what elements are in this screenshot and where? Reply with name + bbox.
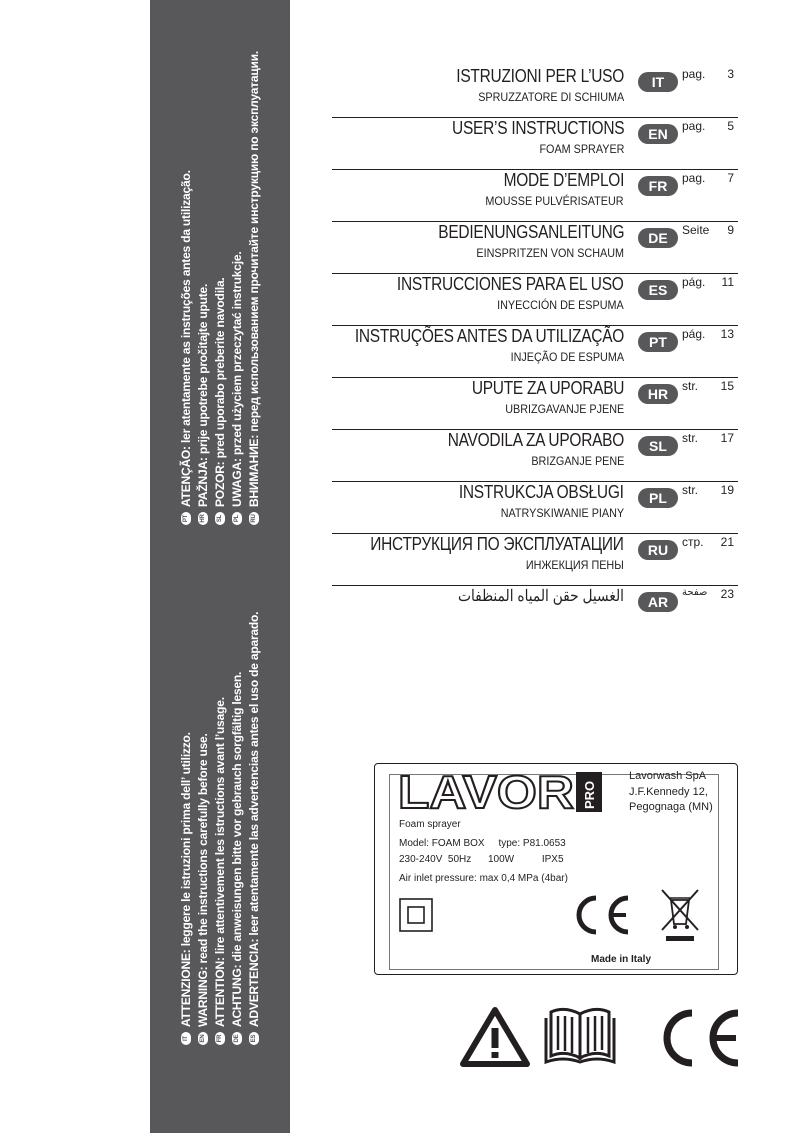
entry-title: NAVODILA ZA UPORABO: [447, 430, 624, 450]
page-number: 17: [720, 431, 734, 445]
entry-title: INSTRUKCJA OBSŁUGI: [459, 482, 624, 502]
page-number: 9: [727, 223, 734, 237]
warning-code-badge: FR: [215, 1032, 225, 1045]
maker-line-3: Pegognaga (MN): [629, 801, 713, 813]
page-label: صفحة: [682, 587, 708, 598]
page-number: 5: [727, 119, 734, 133]
warning-code-badge: PL: [232, 512, 242, 525]
warning-code-badge: DE: [232, 1032, 242, 1045]
warning-line-en: [195, 525, 211, 1045]
warning-code-badge: SL: [215, 512, 225, 525]
warnings-column-right: [178, 5, 263, 525]
entry-title: BEDIENUNGSANLEITUNG: [437, 222, 624, 242]
warning-text: POZOR: pred uporabo preberite navodila.: [213, 277, 227, 507]
language-badge: AR: [638, 592, 678, 612]
warning-sidebar: [150, 0, 290, 1133]
model-line: Model: FOAM BOX type: P81.0653: [399, 838, 566, 849]
language-badge: FR: [638, 176, 678, 196]
page-number: 7: [727, 171, 734, 185]
warning-text: UWAGA: przed użyciem przeczytać instrukcje.: [230, 251, 244, 507]
warning-line-hr: [195, 5, 211, 525]
origin-text: Made in Italy: [591, 954, 652, 965]
entry-title: INSTRUÇÕES ANTES DA UTILIZAÇÃO: [354, 326, 624, 346]
page-number: 3: [727, 67, 734, 81]
maker-line-1: Lavorwash SpA: [629, 770, 707, 782]
warnings-block: [178, 5, 268, 1045]
language-badge: SL: [638, 436, 678, 456]
index-entry-ru[interactable]: [332, 534, 738, 586]
language-badge: PL: [638, 488, 678, 508]
index-entry-de[interactable]: [332, 222, 738, 274]
index-entry-es[interactable]: [332, 274, 738, 326]
entry-subtitle: NATRYSKIWANIE PIANY: [500, 506, 624, 520]
language-badge: IT: [638, 72, 678, 92]
page-label: str.: [682, 431, 699, 445]
index-entry-hr[interactable]: [332, 378, 738, 430]
warning-line-es: [246, 525, 262, 1045]
warning-code-badge: HR: [198, 512, 208, 525]
warning-line-sl: [212, 5, 228, 525]
page-label: pag.: [682, 67, 706, 81]
entry-title: USER’S INSTRUCTIONS: [451, 118, 624, 138]
page-number: 15: [720, 379, 734, 393]
language-badge: RU: [638, 540, 678, 560]
page-label: pág.: [682, 327, 706, 341]
electrical-line: 230-240V 50Hz 100W IPX5: [399, 854, 564, 865]
logo-brand-text: LAVOR: [398, 771, 574, 813]
entry-subtitle: INJEÇÃO DE ESPUMA: [510, 350, 624, 364]
page-label: str.: [682, 379, 699, 393]
entry-title: ISTRUZIONI PER L’USO: [456, 66, 624, 86]
page-label: pag.: [682, 119, 706, 133]
page-number: 19: [720, 483, 734, 497]
lavor-logo-graphic: [398, 771, 604, 813]
maker-line-2: J.F.Kennedy 12,: [629, 786, 708, 798]
warning-code-badge: PT: [181, 512, 191, 525]
language-badge: DE: [638, 228, 678, 248]
ce-mark-icon: [568, 894, 632, 936]
ce-mark-large-icon: [654, 1008, 744, 1068]
entry-title: الغسيل حقن المياه المنظفات: [458, 588, 624, 605]
entry-subtitle: BRIZGANJE PENE: [530, 454, 624, 468]
index-entry-pt[interactable]: [332, 326, 738, 378]
warning-line-pl: [229, 5, 245, 525]
brand-logo: [398, 771, 604, 813]
warning-text: ATTENZIONE: leggere le istruzioni prima dell’ utilizzo.: [179, 732, 193, 1027]
logo-pro-tag: PRO: [582, 780, 597, 809]
page-number: 11: [721, 275, 734, 289]
index-entry-ar[interactable]: [332, 586, 738, 622]
page-label: str.: [682, 483, 699, 497]
index-entry-sl[interactable]: [332, 430, 738, 482]
warning-line-de: [229, 525, 245, 1045]
index-entry-it[interactable]: [332, 66, 738, 118]
warning-code-badge: RU: [249, 512, 259, 525]
warning-text: ADVERTENCIA: leer atentamente las advertencias antes el uso de aparado.: [247, 611, 261, 1027]
page-number: 13: [720, 327, 734, 341]
index-entry-fr[interactable]: [332, 170, 738, 222]
entry-subtitle: EINSPRITZEN VON SCHAUM: [476, 246, 624, 260]
language-badge: HR: [638, 384, 678, 404]
entry-subtitle: UBRIZGAVANJE PJENE: [504, 402, 624, 416]
page-number: 23: [720, 587, 734, 601]
index-entry-en[interactable]: [332, 118, 738, 170]
warning-text: ВНИМАНИЕ: перед использованием прочитайте инструкцию по эксплуатации.: [247, 51, 261, 507]
warning-line-ru: [246, 5, 262, 525]
weee-bin-icon: [658, 886, 702, 942]
product-name: Foam sprayer: [399, 819, 461, 830]
warning-code-badge: EN: [198, 1032, 208, 1045]
entry-title: ИНСТРУКЦИЯ ПО ЭКСПЛУАТАЦИИ: [370, 534, 624, 554]
entry-subtitle: ИНЖЕКЦИЯ ПЕНЫ: [526, 558, 624, 572]
entry-title: INSTRUCCIONES PARA EL USO: [397, 274, 624, 294]
warning-code-badge: ES: [249, 1032, 259, 1045]
warning-text: PAŽNJA: prije upotrebe pročitajte upute.: [196, 283, 210, 507]
warnings-column-left: [178, 525, 263, 1045]
page-label: стр.: [682, 535, 704, 549]
language-badge: PT: [638, 332, 678, 352]
entry-subtitle: MOUSSE PULVÉRISATEUR: [485, 194, 624, 208]
warning-triangle-icon: [459, 1006, 531, 1068]
page-label: pág.: [682, 275, 706, 289]
double-insulation-icon: [399, 898, 433, 932]
entry-subtitle: FOAM SPRAYER: [538, 142, 624, 156]
language-badge: ES: [638, 280, 678, 300]
warning-line-it: [178, 525, 194, 1045]
entry-title: MODE D’EMPLOI: [503, 170, 624, 190]
warning-code-badge: IT: [181, 1032, 191, 1045]
page-number: 21: [720, 535, 734, 549]
warning-line-fr: [212, 525, 228, 1045]
entry-subtitle: INYECCIÓN DE ESPUMA: [497, 298, 624, 312]
page-label: Seite: [682, 223, 710, 237]
warning-text: ATENÇÃO: ler atentamente as instruções antes da utilização.: [179, 170, 193, 507]
warning-text: WARNING: read the instructions carefully before use.: [196, 733, 210, 1027]
warning-line-pt: [178, 5, 194, 525]
page-label: pag.: [682, 171, 706, 185]
warning-text: ACHTUNG: die anweisungen bitte vor gebrauch sorgfältig lesen.: [230, 671, 244, 1027]
entry-title: UPUTE ZA UPORABU: [471, 378, 624, 398]
index-entry-pl[interactable]: [332, 482, 738, 534]
entry-subtitle: SPRUZZATORE DI SCHIUMA: [477, 90, 624, 104]
air-pressure-line: Air inlet pressure: max 0,4 MPa (4bar): [399, 873, 568, 884]
manual-book-icon: [543, 1004, 617, 1068]
language-badge: EN: [638, 124, 678, 144]
warning-text: ATTENTION: lire attentivement les istructions avant l’usage.: [213, 697, 227, 1027]
